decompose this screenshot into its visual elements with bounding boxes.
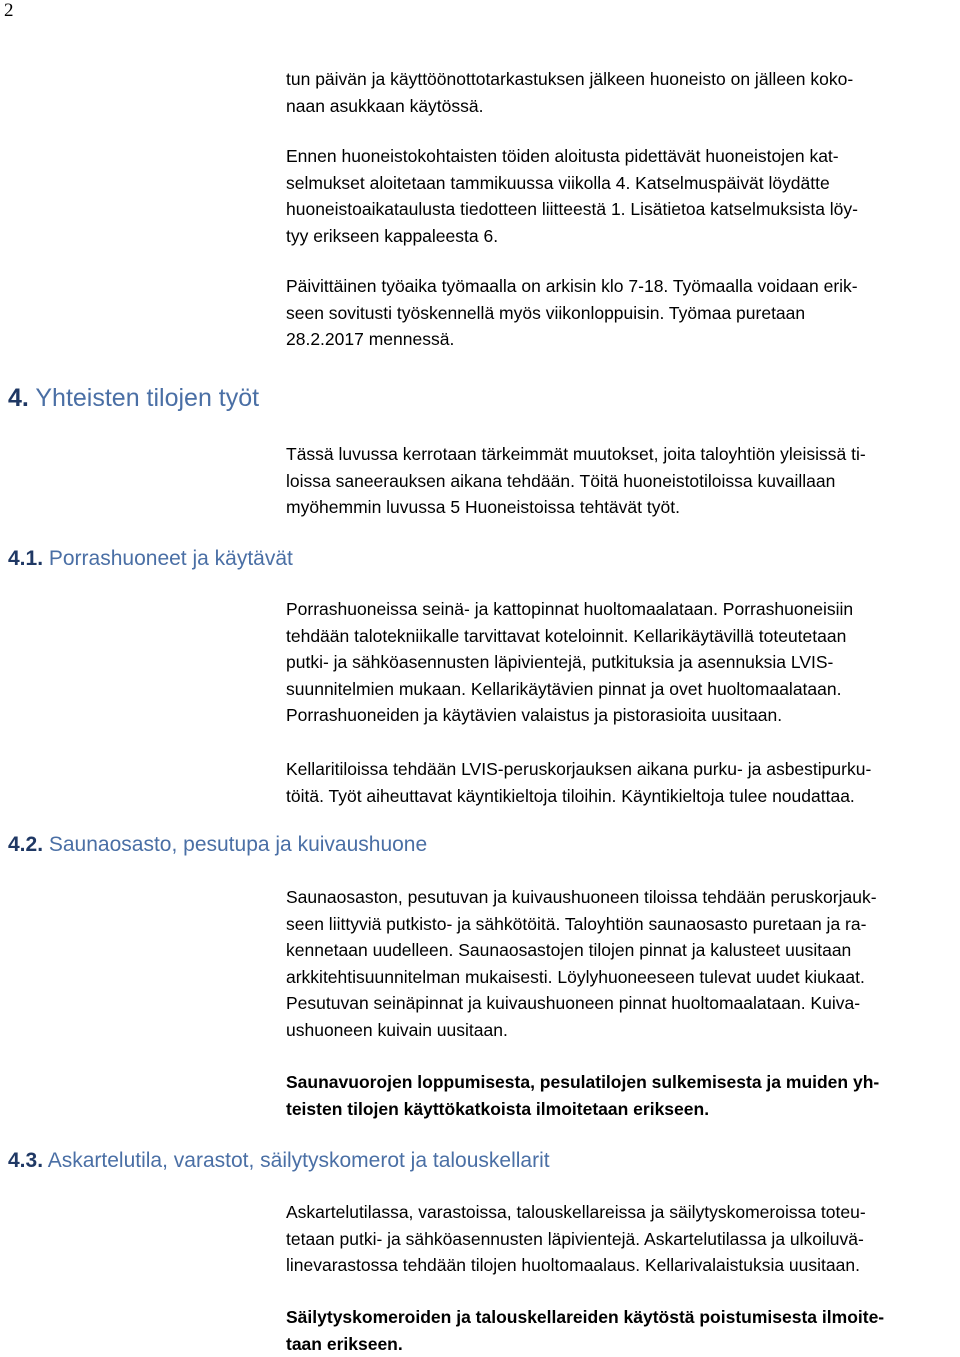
page-number: 2 — [4, 0, 14, 21]
paragraph-p4 — [286, 441, 954, 521]
section-heading-4 — [8, 383, 259, 413]
text-line: loissa saneerauksen aikana tehdään. Töitä huoneistotiloissa kuvaillaan — [286, 470, 836, 491]
section-heading-4-1 — [8, 546, 293, 572]
section-number: 4.1. — [8, 547, 44, 570]
section-heading-4-2 — [8, 832, 427, 858]
paragraph-p8-notice — [286, 1069, 954, 1122]
text-line: suunnitelmien mukaan. Kellarikäytävien pinnat ja ovet huoltomaalataan. — [286, 678, 842, 699]
text-line: linevarastossa tehdään tilojen huoltomaalaus. Kellarivalaistuksia uusitaan. — [286, 1255, 860, 1276]
paragraph-p6 — [286, 756, 954, 809]
text-line: tun päivän ja käyttöönottotarkastuksen jälkeen huoneisto on jälleen koko- — [286, 69, 854, 89]
text-line: putki- ja sähköasennusten läpivientejä, putkituksia ja asennuksia LVIS- — [286, 652, 834, 673]
section-number: 4.3. — [8, 1149, 44, 1172]
text-line: Saunaosaston, pesutuvan ja kuivaushuoneen tiloissa tehdään peruskorjauk- — [286, 887, 877, 907]
paragraph-p1 — [286, 66, 954, 119]
text-line: kennetaan uudelleen. Saunaosastojen tilojen pinnat ja kalusteet uusitaan — [286, 940, 852, 961]
text-line: töitä. Työt aiheuttavat käyntikieltoja tiloihin. Käyntikieltoja tulee noudattaa. — [286, 785, 855, 806]
section-number: 4. — [8, 384, 29, 412]
text-line: tehdään talotekniikalle tarvittavat koteloinnit. Kellarikäytävillä toteutetaan — [286, 625, 847, 646]
paragraph-p9 — [286, 1199, 954, 1279]
text-line: tetaan putki- ja sähköasennusten läpivientejä. Askartelutilassa ja ulkoiluvä- — [286, 1228, 864, 1249]
text-line: 28.2.2017 mennessä. — [286, 329, 455, 350]
section-title: Porrashuoneet ja käytävät — [48, 547, 293, 570]
text-line: Askartelutilassa, varastoissa, talouskellareissa ja säilytyskomeroissa toteu- — [286, 1202, 866, 1222]
text-line: naan asukkaan käytössä. — [286, 95, 484, 116]
paragraph-p3 — [286, 273, 954, 353]
text-line: teisten tilojen käyttökatkoista ilmoitetaan erikseen. — [286, 1098, 710, 1119]
text-line: seen sovitusti työskennellä myös viikonloppuisin. Työmaa puretaan — [286, 302, 806, 323]
text-line: Porrashuoneissa seinä- ja kattopinnat huoltomaalataan. Porrashuoneisiin — [286, 599, 854, 619]
text-line: ushuoneen kuivain uusitaan. — [286, 1019, 508, 1040]
section-title: Saunaosasto, pesutupa ja kuivaushuone — [48, 833, 428, 856]
section-title: Yhteisten tilojen työt — [35, 384, 260, 412]
text-line: myöhemmin luvussa 5 Huoneistoissa tehtävät työt. — [286, 497, 680, 518]
paragraph-p10-notice — [286, 1304, 954, 1357]
text-line: Pesutuvan seinäpinnat ja kuivaushuoneen pinnat huoltomaalataan. Kuiva- — [286, 993, 861, 1014]
paragraph-p7 — [286, 884, 954, 1044]
section-title: Askartelutila, varastot, säilytyskomerot ja talouskellarit — [47, 1149, 550, 1172]
text-line: selmukset aloitetaan tammikuussa viikolla 4. Katselmuspäivät löydätte — [286, 172, 830, 193]
text-line: taan erikseen. — [286, 1333, 403, 1354]
text-line: Ennen huoneistokohtaisten töiden aloitusta pidettävät huoneistojen kat- — [286, 146, 839, 166]
text-line: huoneistoaikataulusta tiedotteen liitteestä 1. Lisätietoa katselmuksista löy- — [286, 199, 858, 220]
section-heading-4-3 — [8, 1148, 550, 1174]
text-line: arkkitehtisuunnitelman mukaisesti. Löylyhuoneeseen tulevat uudet kiukaat. — [286, 966, 865, 987]
text-line: Saunavuorojen loppumisesta, pesulatilojen sulkemisesta ja muiden yh- — [286, 1072, 880, 1092]
text-line: tyy erikseen kappaleesta 6. — [286, 225, 499, 246]
section-number: 4.2. — [8, 833, 44, 856]
text-line: Säilytyskomeroiden ja talouskellareiden käytöstä poistumisesta ilmoite- — [286, 1307, 885, 1327]
text-line: Tässä luvussa kerrotaan tärkeimmät muutokset, joita taloyhtiön yleisissä ti- — [286, 444, 866, 464]
text-line: Kellaritiloissa tehdään LVIS-peruskorjauksen aikana purku- ja asbestipurku- — [286, 759, 872, 779]
text-line: seen liittyviä putkisto- ja sähkötöitä. Taloyhtiön saunaosasto puretaan ja ra- — [286, 913, 867, 934]
text-line: Päivittäinen työaika työmaalla on arkisin klo 7-18. Työmaalla voidaan erik- — [286, 276, 858, 296]
paragraph-p5 — [286, 596, 954, 729]
paragraph-p2 — [286, 143, 954, 249]
text-line: Porrashuoneiden ja käytävien valaistus ja pistorasioita uusitaan. — [286, 705, 783, 726]
